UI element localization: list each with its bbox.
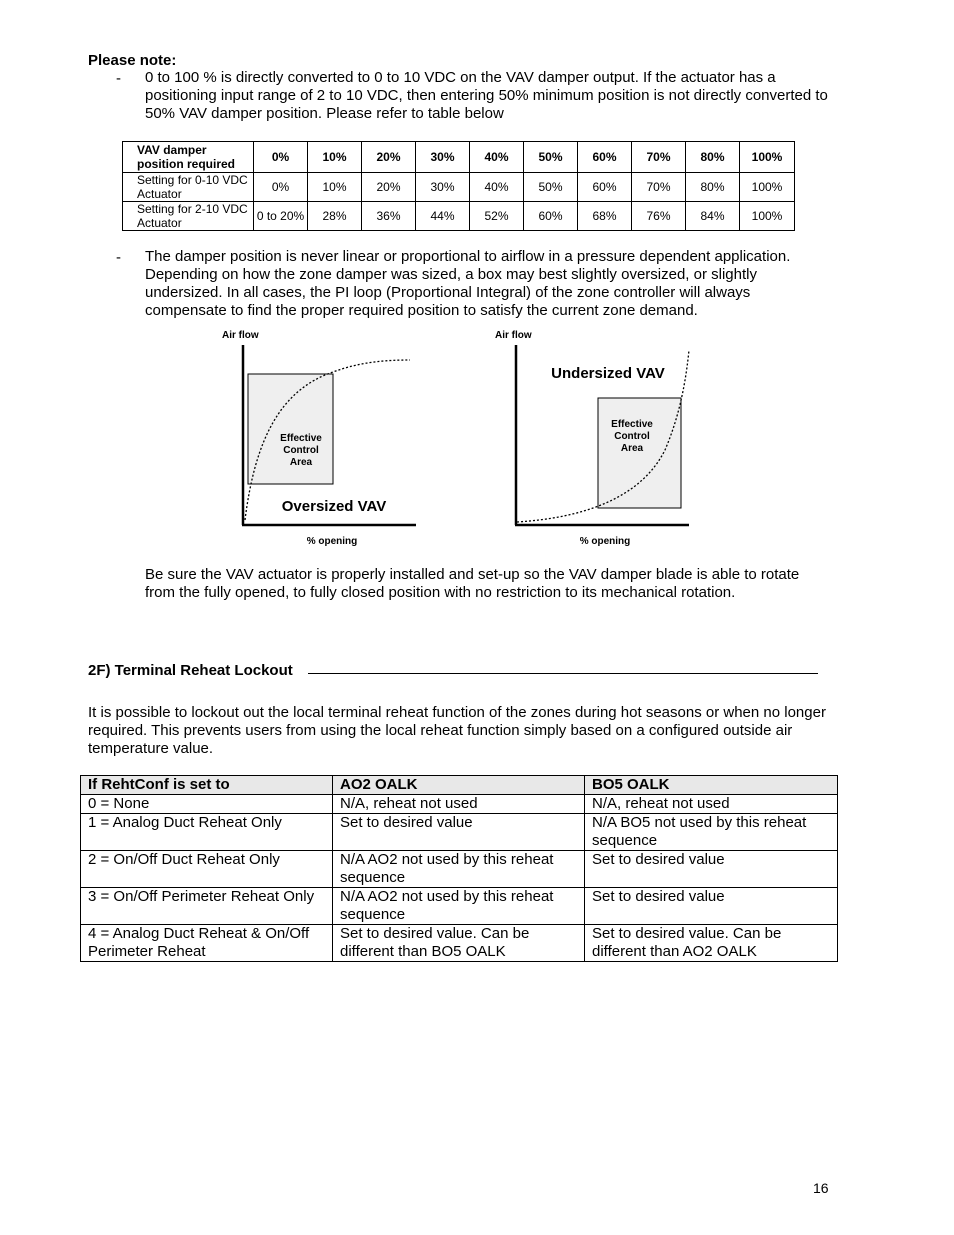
section-title: 2F) Terminal Reheat Lockout — [88, 662, 293, 679]
table-cell: N/A, reheat not used — [333, 795, 585, 814]
oversized-vav-diagram — [222, 330, 416, 547]
install-note: Be sure the VAV actuator is properly installed and set-up so the VAV damper blade is able to rotate from the fully opened, to fully closed position with no restriction to its mechanical rotation. — [145, 566, 800, 601]
undersized-vav-diagram — [495, 330, 689, 547]
table-cell: 28% — [308, 202, 362, 231]
table-cell: Set to desired value — [585, 888, 838, 925]
table-cell: 36% — [362, 202, 416, 231]
table-cell: 3 = On/Off Perimeter Reheat Only — [81, 888, 333, 925]
note-title: Please note: — [88, 52, 177, 69]
undersized-vav-title: Undersized VAV — [551, 365, 665, 382]
table-cell: 0 = None — [81, 795, 333, 814]
table-cell: 100% — [740, 173, 795, 202]
table-header-cell: 40% — [470, 142, 524, 173]
table-cell: 52% — [470, 202, 524, 231]
table-header-cell: BO5 OALK — [585, 776, 838, 795]
table-cell: 10% — [308, 173, 362, 202]
table-header-cell: 10% — [308, 142, 362, 173]
table-cell: Set to desired value — [333, 814, 585, 851]
table-row — [123, 142, 795, 173]
table-row — [81, 776, 838, 795]
table-cell: 44% — [416, 202, 470, 231]
table-row — [81, 814, 838, 851]
table-cell: 100% — [740, 202, 795, 231]
table-header-label: VAV damper position required — [123, 142, 254, 173]
right-y-axis-label: Air flow — [495, 330, 532, 341]
table-cell: 20% — [362, 173, 416, 202]
table-header-cell: 60% — [578, 142, 632, 173]
row-label: Setting for 2-10 VDC Actuator — [123, 202, 254, 231]
table-cell: 50% — [524, 173, 578, 202]
table-cell: Set to desired value. Can be different than BO5 OALK — [333, 925, 585, 962]
table-cell: 0 to 20% — [254, 202, 308, 231]
table-cell: N/A, reheat not used — [585, 795, 838, 814]
table-row — [81, 795, 838, 814]
table-cell: 60% — [578, 173, 632, 202]
reheat-lockout-table — [80, 775, 838, 962]
table-header-cell: 30% — [416, 142, 470, 173]
section-divider — [308, 673, 818, 674]
table-cell: 1 = Analog Duct Reheat Only — [81, 814, 333, 851]
table-header-cell: 20% — [362, 142, 416, 173]
table-header-cell: 0% — [254, 142, 308, 173]
bullet-marker: - — [116, 249, 121, 266]
table-row — [81, 888, 838, 925]
area-label-line: Effective Control Area — [611, 419, 653, 454]
table-header-cell: 80% — [686, 142, 740, 173]
oversized-vav-title: Oversized VAV — [281, 498, 387, 515]
table-cell: Set to desired value. Can be different than AO2 OALK — [585, 925, 838, 962]
table-cell: 70% — [632, 173, 686, 202]
table-cell: 4 = Analog Duct Reheat & On/Off Perimeter Reheat — [81, 925, 333, 962]
table-header-cell: AO2 OALK — [333, 776, 585, 795]
table-cell: 40% — [470, 173, 524, 202]
note-bullet-2: The damper position is never linear or proportional to airflow in a pressure dependent application. Depending on how the zone damper was sized, a box may best slightly oversized, or slightly undersized. In all cases, the PI loop (Proportional Integral) of the zone controller will always compensate to find the proper required position to satisfy the current zone demand. — [145, 248, 791, 319]
table-cell: N/A AO2 not used by this reheat sequence — [333, 888, 585, 925]
table-cell: 80% — [686, 173, 740, 202]
table-cell: 0% — [254, 173, 308, 202]
table-cell: 84% — [686, 202, 740, 231]
vav-diagrams — [0, 320, 954, 560]
page-number: 16 — [813, 1180, 829, 1196]
table-cell: 60% — [524, 202, 578, 231]
table-row — [123, 202, 795, 231]
damper-position-table — [122, 141, 795, 231]
right-x-axis-label: % opening — [579, 536, 631, 547]
table-header-cell: 70% — [632, 142, 686, 173]
bullet-marker: - — [116, 70, 121, 87]
table-row — [81, 851, 838, 888]
table-cell: Set to desired value — [585, 851, 838, 888]
table-row — [81, 925, 838, 962]
table-cell: N/A BO5 not used by this reheat sequence — [585, 814, 838, 851]
table-row — [123, 173, 795, 202]
left-x-axis-label: % opening — [306, 536, 358, 547]
note-bullet-1: 0 to 100 % is directly converted to 0 to 10 VDC on the VAV damper output. If the actuator has a positioning input range of 2 to 10 VDC, then entering 50% minimum position is not directly converted to 50% VAV damper position. Please refer to table below — [145, 69, 828, 122]
table-cell: 30% — [416, 173, 470, 202]
section-intro: It is possible to lockout out the local terminal reheat function of the zones during hot seasons or when no longer required. This prevents users from using the local reheat function simply based on a configured outside air temperature value. — [88, 704, 826, 757]
left-y-axis-label: Air flow — [222, 330, 259, 341]
table-cell: 2 = On/Off Duct Reheat Only — [81, 851, 333, 888]
table-header-cell: 50% — [524, 142, 578, 173]
table-cell: N/A AO2 not used by this reheat sequence — [333, 851, 585, 888]
table-header-cell: 100% — [740, 142, 795, 173]
table-cell: 68% — [578, 202, 632, 231]
table-header-cell: If RehtConf is set to — [81, 776, 333, 795]
table-cell: 76% — [632, 202, 686, 231]
row-label: Setting for 0-10 VDC Actuator — [123, 173, 254, 202]
area-label-line: Effective Control Area — [280, 433, 322, 468]
